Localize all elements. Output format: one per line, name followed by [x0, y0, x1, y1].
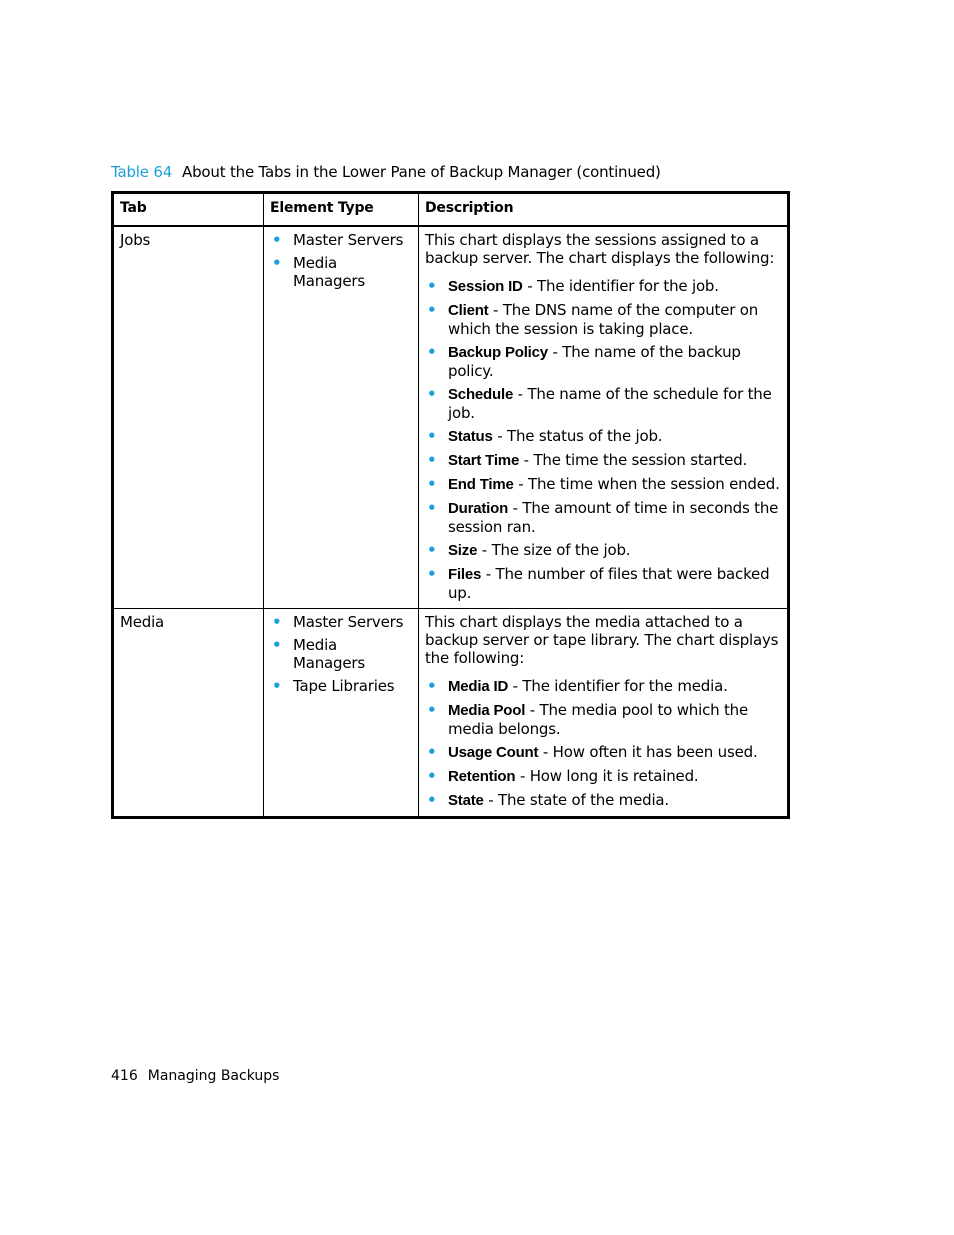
element-label: Tape Libraries	[293, 677, 395, 695]
blue-dot-bullet-icon: •	[427, 677, 437, 695]
field-term: Schedule	[448, 386, 514, 403]
field-term: State	[448, 792, 484, 809]
field-term: Media Pool	[448, 702, 526, 719]
section-title: Managing Backups	[147, 1068, 280, 1084]
field-text: - The status of the job.	[492, 427, 663, 445]
blue-dot-bullet-icon: •	[427, 301, 437, 319]
field-text: - How often it has been used.	[538, 743, 758, 761]
list-item	[425, 767, 781, 786]
field-text: - The name of the schedule for the job.	[448, 385, 772, 422]
blue-dot-bullet-icon: •	[272, 231, 282, 249]
field-text: - How long it is retained.	[515, 767, 699, 785]
list-item	[270, 613, 412, 631]
list-item	[270, 636, 412, 672]
field-text: - The name of the backup policy.	[448, 343, 741, 380]
field-text: - The number of files that were backed up.	[448, 565, 770, 602]
element-list	[270, 231, 412, 290]
field-text: - The identifier for the job.	[522, 277, 719, 295]
field-term: Start Time	[448, 452, 520, 469]
blue-dot-bullet-icon: •	[427, 499, 437, 517]
list-item	[425, 743, 781, 762]
field-text: - The media pool to which the media belongs.	[448, 701, 749, 738]
header-description: Description	[419, 193, 789, 227]
field-text: - The DNS name of the computer on which the session is taking place.	[448, 301, 759, 338]
list-item	[425, 343, 781, 380]
list-item	[425, 677, 781, 696]
page-number: 416	[111, 1068, 138, 1084]
field-term: Session ID	[448, 278, 523, 295]
list-item	[425, 541, 781, 560]
blue-dot-bullet-icon: •	[427, 475, 437, 493]
description-cell	[419, 609, 789, 818]
blue-dot-bullet-icon: •	[427, 701, 437, 719]
field-text: - The amount of time in seconds the session ran.	[448, 499, 779, 536]
field-term: Size	[448, 542, 478, 559]
element-label: Master Servers	[293, 613, 404, 631]
blue-dot-bullet-icon: •	[272, 254, 282, 272]
field-term: Usage Count	[448, 744, 539, 761]
blue-dot-bullet-icon: •	[427, 767, 437, 785]
list-item	[425, 701, 781, 738]
element-label: Media Managers	[293, 254, 365, 290]
field-text: - The identifier for the media.	[508, 677, 728, 695]
element-label: Media Managers	[293, 636, 365, 672]
blue-dot-bullet-icon: •	[272, 636, 282, 654]
blue-dot-bullet-icon: •	[427, 451, 437, 469]
description-cell	[419, 226, 789, 609]
element-list	[270, 613, 412, 695]
blue-dot-bullet-icon: •	[427, 385, 437, 403]
blue-dot-bullet-icon: •	[427, 343, 437, 361]
list-item	[425, 277, 781, 296]
list-item	[425, 427, 781, 446]
field-term: Files	[448, 566, 482, 583]
tabs-table	[111, 191, 790, 819]
blue-dot-bullet-icon: •	[272, 613, 282, 631]
field-list	[425, 277, 781, 602]
blue-dot-bullet-icon: •	[427, 541, 437, 559]
tab-cell: Media	[113, 609, 264, 818]
element-type-cell	[264, 609, 419, 818]
tab-cell: Jobs	[113, 226, 264, 609]
list-item	[425, 451, 781, 470]
table-caption	[111, 162, 661, 182]
description-intro: This chart displays the media attached to a backup server or tape library. The chart displays the following:	[425, 613, 779, 667]
header-element-type: Element Type	[264, 193, 419, 227]
element-type-cell	[264, 226, 419, 609]
blue-dot-bullet-icon: •	[427, 565, 437, 583]
list-item	[270, 254, 412, 290]
list-item	[425, 791, 781, 810]
header-tab: Tab	[113, 193, 264, 227]
table-header-row	[113, 193, 789, 227]
field-text: - The size of the job.	[477, 541, 631, 559]
field-text: - The time when the session ended.	[513, 475, 780, 493]
field-term: Client	[448, 302, 489, 319]
table-row	[113, 609, 789, 818]
field-term: Media ID	[448, 678, 509, 695]
page-footer	[111, 1066, 279, 1086]
table-title: About the Tabs in the Lower Pane of Backup Manager (continued)	[182, 163, 661, 181]
list-item	[425, 385, 781, 422]
field-term: Retention	[448, 768, 516, 785]
list-item	[425, 565, 781, 602]
blue-dot-bullet-icon: •	[427, 791, 437, 809]
list-item	[425, 499, 781, 536]
blue-dot-bullet-icon: •	[427, 743, 437, 761]
element-label: Master Servers	[293, 231, 404, 249]
list-item	[425, 301, 781, 338]
blue-dot-bullet-icon: •	[427, 277, 437, 295]
field-term: Backup Policy	[448, 344, 548, 361]
list-item	[270, 231, 412, 249]
field-term: End Time	[448, 476, 514, 493]
field-term: Duration	[448, 500, 509, 517]
blue-dot-bullet-icon: •	[427, 427, 437, 445]
field-term: Status	[448, 428, 493, 445]
list-item	[270, 677, 412, 695]
description-intro: This chart displays the sessions assigned to a backup server. The chart displays the following:	[425, 231, 775, 267]
list-item	[425, 475, 781, 494]
table-number: Table 64	[111, 163, 173, 181]
field-text: - The state of the media.	[483, 791, 669, 809]
blue-dot-bullet-icon: •	[272, 677, 282, 695]
table-row	[113, 226, 789, 609]
field-list	[425, 677, 781, 810]
field-text: - The time the session started.	[519, 451, 748, 469]
